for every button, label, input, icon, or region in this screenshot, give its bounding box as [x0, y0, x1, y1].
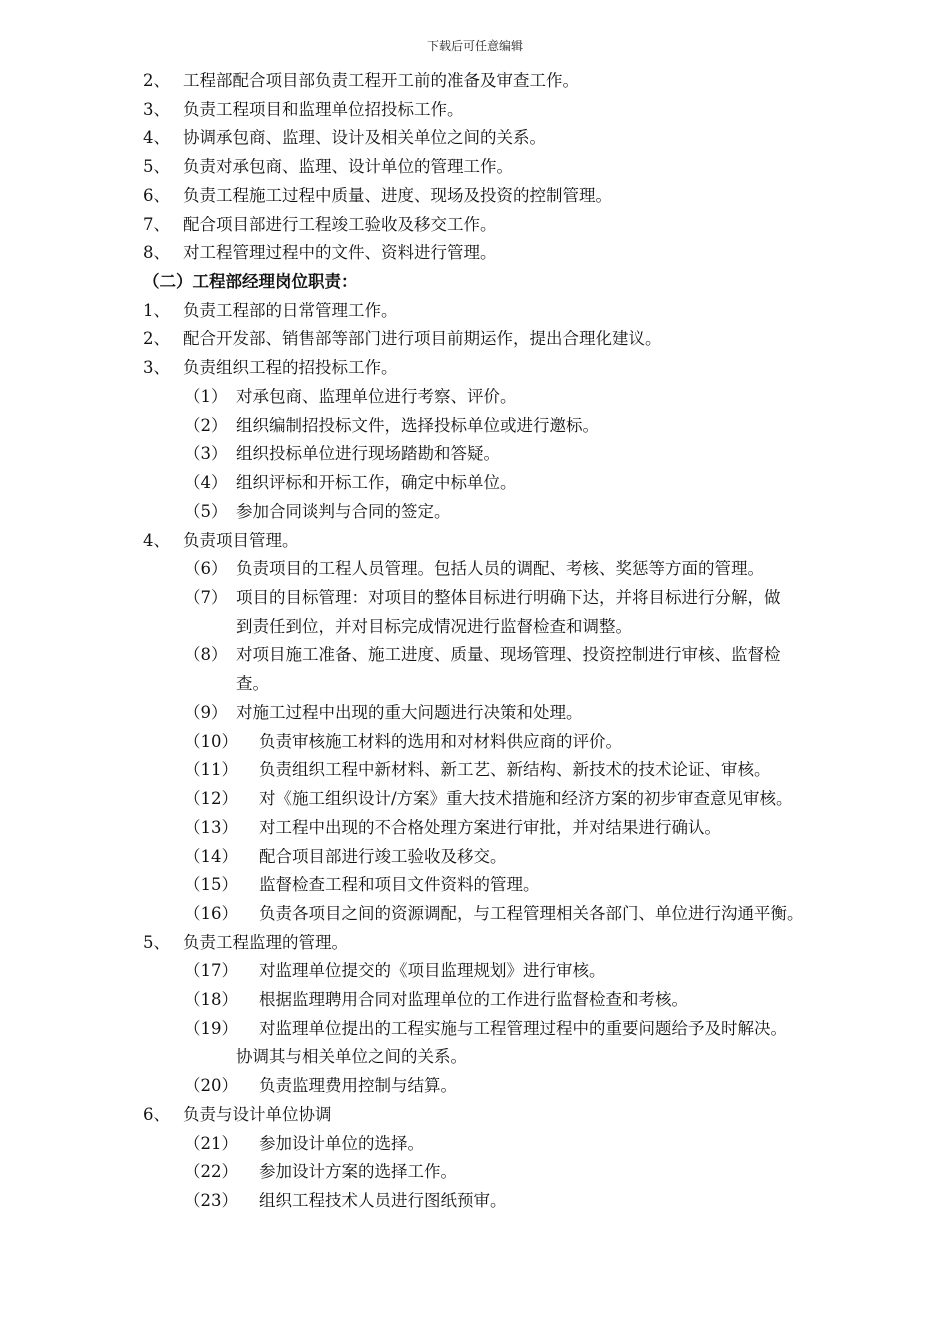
item-number: （10） — [184, 732, 238, 751]
item-text: 负责组织工程的招投标工作。 — [183, 358, 398, 377]
item-number: 3、 — [143, 100, 170, 119]
item-text: 组织编制招投标文件，选择投标单位或进行邀标。 — [236, 416, 599, 435]
item-number: （15） — [184, 875, 238, 894]
item-number: （17） — [184, 961, 238, 980]
item-text: 负责项目的工程人员管理。包括人员的调配、考核、奖惩等方面的管理。 — [236, 559, 764, 578]
item-number: 3、 — [143, 358, 170, 377]
item-text: 对施工过程中出现的重大问题进行决策和处理。 — [236, 703, 583, 722]
item-number: 1、 — [143, 301, 170, 320]
item-number: （9） — [184, 703, 228, 722]
item-text: 对项目施工准备、施工进度、质量、现场管理、投资控制进行审核、监督检 — [236, 645, 781, 664]
item-number: （8） — [184, 645, 228, 664]
item-number: （7） — [184, 588, 228, 607]
sub-list-item-continuation: 协调其与相关单位之间的关系。 — [236, 1047, 467, 1066]
item-number: 6、 — [143, 186, 170, 205]
item-text: 组织投标单位进行现场踏勘和答疑。 — [236, 444, 500, 463]
item-text: 负责工程项目和监理单位招投标工作。 — [183, 100, 464, 119]
item-number: （13） — [184, 818, 238, 837]
item-number: （3） — [184, 444, 228, 463]
item-number: （1） — [184, 387, 228, 406]
item-text: 负责工程施工过程中质量、进度、现场及投资的控制管理。 — [183, 186, 612, 205]
item-number: （18） — [184, 990, 238, 1009]
item-text: 负责项目管理。 — [183, 531, 299, 550]
page-header: 下载后可任意编辑 — [426, 39, 523, 53]
item-number: （21） — [184, 1134, 238, 1153]
item-number: 7、 — [143, 215, 170, 234]
item-number: （19） — [184, 1019, 238, 1038]
item-number: 2、 — [143, 71, 170, 90]
item-text: 配合项目部进行竣工验收及移交。 — [259, 847, 507, 866]
item-text: 对承包商、监理单位进行考察、评价。 — [236, 387, 517, 406]
item-number: （20） — [184, 1076, 238, 1095]
item-text: 参加设计方案的选择工作。 — [259, 1162, 457, 1181]
item-text: 组织工程技术人员进行图纸预审。 — [259, 1191, 507, 1210]
item-number: （4） — [184, 473, 228, 492]
item-text: 配合开发部、销售部等部门进行项目前期运作，提出合理化建议。 — [183, 329, 662, 348]
item-text: 负责工程部的日常管理工作。 — [183, 301, 398, 320]
item-number: （2） — [184, 416, 228, 435]
item-text: 负责对承包商、监理、设计单位的管理工作。 — [183, 157, 513, 176]
item-text: 对工程管理过程中的文件、资料进行管理。 — [183, 243, 497, 262]
item-number: （5） — [184, 502, 228, 521]
item-text: 负责各项目之间的资源调配，与工程管理相关各部门、单位进行沟通平衡。 — [259, 904, 804, 923]
item-text: 监督检查工程和项目文件资料的管理。 — [259, 875, 540, 894]
item-number: （22） — [184, 1162, 238, 1181]
item-text: 负责审核施工材料的选用和对材料供应商的评价。 — [259, 732, 622, 751]
item-number: 6、 — [143, 1105, 170, 1124]
item-text: 负责组织工程中新材料、新工艺、新结构、新技术的技术论证、审核。 — [259, 760, 771, 779]
item-text: 对工程中出现的不合格处理方案进行审批，并对结果进行确认。 — [259, 818, 721, 837]
section-heading: （二）工程部经理岗位职责： — [143, 272, 358, 291]
item-number: 4、 — [143, 128, 170, 147]
item-number: （12） — [184, 789, 238, 808]
item-number: （11） — [184, 760, 238, 779]
item-number: 2、 — [143, 329, 170, 348]
item-text: 对《施工组织设计/方案》重大技术措施和经济方案的初步审查意见审核。 — [259, 789, 793, 808]
item-text: 配合项目部进行工程竣工验收及移交工作。 — [183, 215, 497, 234]
item-text: 项目的目标管理：对项目的整体目标进行明确下达，并将目标进行分解，做 — [236, 588, 781, 607]
item-number: （6） — [184, 559, 228, 578]
item-number: （14） — [184, 847, 238, 866]
item-text: 负责工程监理的管理。 — [183, 933, 348, 952]
item-text: 对监理单位提出的工程实施与工程管理过程中的重要问题给予及时解决。 — [259, 1019, 787, 1038]
item-text: 负责监理费用控制与结算。 — [259, 1076, 457, 1095]
item-number: （23） — [184, 1191, 238, 1210]
item-text: 工程部配合项目部负责工程开工前的准备及审查工作。 — [183, 71, 579, 90]
item-text: 负责与设计单位协调 — [183, 1105, 332, 1124]
sub-list-item-continuation: 到责任到位，并对目标完成情况进行监督检查和调整。 — [236, 617, 632, 636]
item-text: 根据监理聘用合同对监理单位的工作进行监督检查和考核。 — [259, 990, 688, 1009]
item-number: 5、 — [143, 157, 170, 176]
item-number: 5、 — [143, 933, 170, 952]
sub-list-item-continuation: 查。 — [236, 674, 269, 693]
item-text: 组织评标和开标工作，确定中标单位。 — [236, 473, 517, 492]
item-text: 参加设计单位的选择。 — [259, 1134, 424, 1153]
item-number: 8、 — [143, 243, 170, 262]
item-text: 参加合同谈判与合同的签定。 — [236, 502, 451, 521]
item-number: （16） — [184, 904, 238, 923]
item-text: 对监理单位提交的《项目监理规划》进行审核。 — [259, 961, 606, 980]
item-number: 4、 — [143, 531, 170, 550]
item-text: 协调承包商、监理、设计及相关单位之间的关系。 — [183, 128, 546, 147]
